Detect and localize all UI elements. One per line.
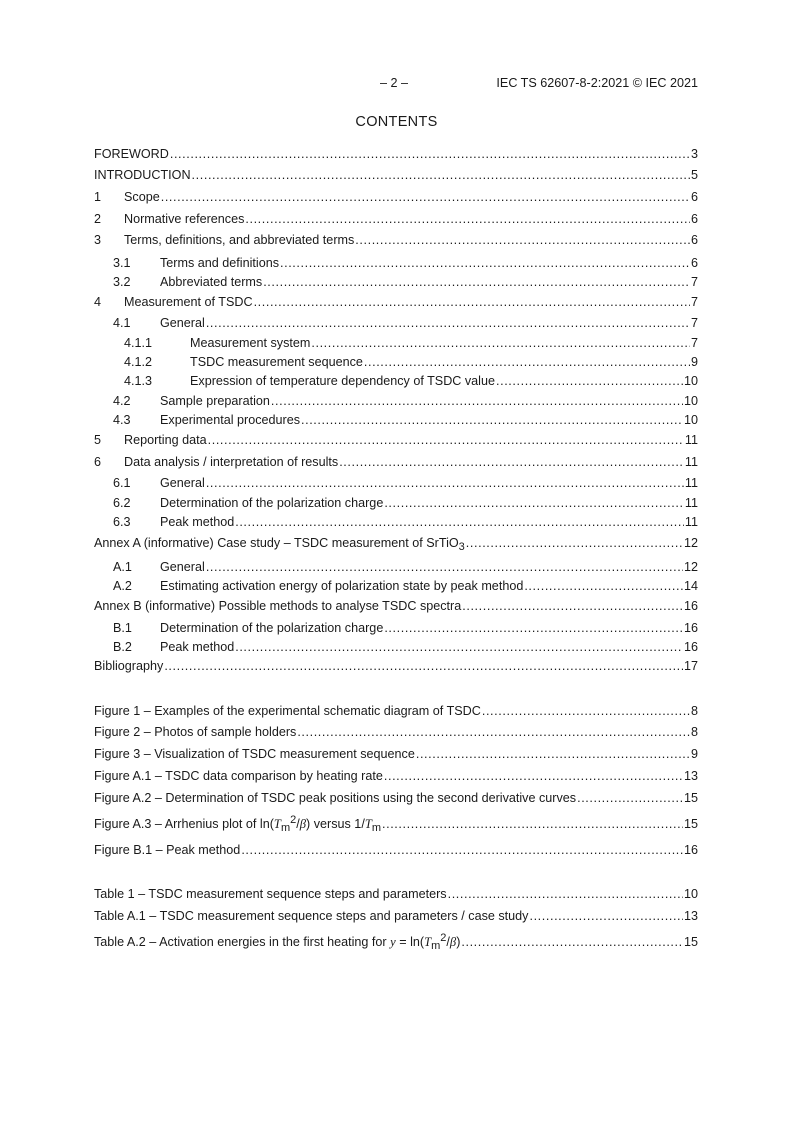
toc-entry-6-2[interactable] (94, 495, 698, 511)
toc-entry-number: 4.1.2 (124, 355, 153, 369)
figure-entry-text: Figure A.2 – Determination of TSDC peak positions using the second derivative curves (94, 791, 577, 805)
toc-entry-number: 2 (94, 212, 102, 226)
toc-entry-page: 6 (690, 212, 698, 226)
toc-entry-number: 6.3 (113, 515, 131, 529)
toc-entry-4[interactable] (94, 294, 698, 310)
toc-entry-text: Sample preparation (160, 394, 270, 408)
toc-entry-number: 3.1 (113, 256, 131, 270)
figure-entry-b-1[interactable] (94, 842, 698, 858)
toc-entry-4-1[interactable] (94, 315, 698, 331)
toc-entry-text: General (160, 476, 205, 490)
toc-entry-text: Estimating activation energy of polarization state by peak method (160, 579, 524, 593)
figure-entry-page: 8 (690, 725, 698, 739)
toc-entry-text: INTRODUCTION (94, 168, 191, 182)
toc-entry-3[interactable] (94, 232, 698, 248)
table-entry-a-1[interactable] (94, 908, 698, 924)
toc-entry-page: 6 (690, 256, 698, 270)
toc-entry-1[interactable] (94, 189, 698, 205)
figure-entry-a-3[interactable] (94, 816, 698, 832)
toc-entry-text: Expression of temperature dependency of TSDC value (190, 374, 495, 388)
toc-entry-a-2[interactable] (94, 578, 698, 594)
toc-entry-number: 4.1.3 (124, 374, 153, 388)
table-entry-1[interactable] (94, 886, 698, 902)
toc-entry-text: Bibliography (94, 659, 164, 673)
toc-entry-text: Experimental procedures (160, 413, 301, 427)
toc-entry-page: 3 (690, 147, 698, 161)
page-number: – 2 – (380, 76, 409, 90)
toc-entry-page: 6 (690, 233, 698, 247)
toc-entry-number: 6.1 (113, 476, 131, 490)
toc-entry-text: General (160, 316, 205, 330)
toc-entry-page: 9 (690, 355, 698, 369)
table-entry-text: Table 1 – TSDC measurement sequence steps and parameters (94, 887, 447, 901)
toc-entry-page: 11 (684, 476, 698, 490)
toc-entry-5[interactable] (94, 432, 698, 448)
figure-entry-page: 16 (683, 843, 698, 857)
toc-entry-text: Normative references (124, 212, 245, 226)
figure-entry-3[interactable] (94, 746, 698, 762)
toc-entry-text: Abbreviated terms (160, 275, 263, 289)
toc-entry-introduction[interactable] (94, 167, 698, 183)
toc-entry-page: 5 (690, 168, 698, 182)
toc-entry-page: 16 (683, 621, 698, 635)
figure-entry-text: Figure B.1 – Peak method (94, 843, 241, 857)
toc-entry-number: 3.2 (113, 275, 131, 289)
toc-entry-number: 5 (94, 433, 102, 447)
table-entry-page: 10 (683, 887, 698, 901)
table-entry-text: Table A.1 – TSDC measurement sequence steps and parameters / case study (94, 909, 529, 923)
toc-entry-page: 12 (683, 560, 698, 574)
toc-entry-page: 10 (683, 413, 698, 427)
toc-entry-page: 7 (690, 275, 698, 289)
figure-entry-a-1[interactable] (94, 768, 698, 784)
figure-entry-text: Figure A.3 – Arrhenius plot of $\ln(T_m^2/\beta)$ versus $1/T_m$ (94, 814, 381, 834)
toc-entry-6-1[interactable] (94, 475, 698, 491)
toc-entry-page: 10 (683, 394, 698, 408)
figure-entry-text: Figure A.1 – TSDC data comparison by heating rate (94, 769, 383, 783)
figure-entry-page: 13 (683, 769, 698, 783)
toc-entry-text: Peak method (160, 515, 235, 529)
figure-entry-text: Figure 1 – Examples of the experimental schematic diagram of TSDC (94, 704, 481, 718)
toc-entry-text: Data analysis / interpretation of results (124, 455, 339, 469)
toc-entry-6[interactable] (94, 454, 698, 470)
toc-entry-text: Terms, definitions, and abbreviated terms (124, 233, 355, 247)
toc-entry-bibliography[interactable] (94, 658, 698, 674)
subscript: 3 (458, 541, 465, 553)
figure-entry-page: 15 (683, 817, 698, 831)
toc-entry-annex-a[interactable] (94, 535, 698, 551)
toc-entry-a-1[interactable] (94, 559, 698, 575)
toc-entry-text: TSDC measurement sequence (190, 355, 363, 369)
figure-entry-2[interactable] (94, 724, 698, 740)
toc-entry-number: 4.3 (113, 413, 131, 427)
toc-entry-page: 7 (690, 316, 698, 330)
toc-entry-number: 6.2 (113, 496, 131, 510)
figure-entry-page: 9 (690, 747, 698, 761)
toc-entry-4-1-2[interactable] (94, 354, 698, 370)
toc-entry-number: A.1 (113, 560, 132, 574)
toc-entry-page: 11 (684, 515, 698, 529)
toc-entry-foreword[interactable] (94, 146, 698, 162)
toc-entry-page: 14 (683, 579, 698, 593)
toc-entry-number: B.1 (113, 621, 132, 635)
toc-entry-3-1[interactable] (94, 255, 698, 271)
toc-entry-text: Determination of the polarization charge (160, 496, 384, 510)
toc-entry-3-2[interactable] (94, 274, 698, 290)
toc-entry-number: 1 (94, 190, 102, 204)
toc-entry-number: 4.2 (113, 394, 131, 408)
toc-entry-2[interactable] (94, 211, 698, 227)
toc-entry-text: FOREWORD (94, 147, 169, 161)
toc-entry-4-1-1[interactable] (94, 335, 698, 351)
toc-entry-text: Determination of the polarization charge (160, 621, 384, 635)
figure-entry-page: 8 (690, 704, 698, 718)
figure-entry-text: Figure 2 – Photos of sample holders (94, 725, 297, 739)
toc-entry-number: B.2 (113, 640, 132, 654)
toc-entry-text: Annex B (informative) Possible methods to analyse TSDC spectra (94, 599, 462, 613)
toc-entry-4-1-3[interactable] (94, 373, 698, 389)
toc-entry-page: 6 (690, 190, 698, 204)
toc-entry-text: Peak method (160, 640, 235, 654)
toc-entry-page: 12 (683, 536, 698, 550)
table-entry-page: 15 (683, 935, 698, 949)
page-header (380, 76, 698, 92)
toc-entry-page: 17 (683, 659, 698, 673)
toc-entry-page: 11 (684, 496, 698, 510)
toc-entry-page: 16 (683, 640, 698, 654)
toc-entry-page: 11 (684, 433, 698, 447)
figure-entry-1[interactable] (94, 703, 698, 719)
toc-entry-page: 16 (683, 599, 698, 613)
toc-entry-number: 6 (94, 455, 102, 469)
toc-entry-page: 10 (683, 374, 698, 388)
toc-entry-4-3[interactable] (94, 412, 698, 428)
toc-entry-text: Measurement of TSDC (124, 295, 253, 309)
figure-entry-page: 15 (683, 791, 698, 805)
table-entry-page: 13 (683, 909, 698, 923)
toc-entry-annex-b[interactable] (94, 598, 698, 614)
toc-entry-text: Scope (124, 190, 160, 204)
toc-entry-number: 4.1.1 (124, 336, 153, 350)
table-entry-a-2[interactable] (94, 934, 698, 950)
toc-entry-text: General (160, 560, 205, 574)
toc-entry-b-2[interactable] (94, 639, 698, 655)
figure-entry-text: Figure 3 – Visualization of TSDC measurement sequence (94, 747, 415, 761)
toc-entry-text: Terms and definitions (160, 256, 280, 270)
toc-entry-number: 4 (94, 295, 102, 309)
toc-entry-4-2[interactable] (94, 393, 698, 409)
toc-entry-text: Reporting data (124, 433, 207, 447)
figure-entry-a-2[interactable] (94, 790, 698, 806)
toc-entry-page: 7 (690, 336, 698, 350)
toc-entry-number: 4.1 (113, 316, 131, 330)
toc-entry-b-1[interactable] (94, 620, 698, 636)
toc-entry-text: Annex A (informative) Case study – TSDC measurement of SrTiO$_3$ (94, 536, 465, 553)
toc-entry-6-3[interactable] (94, 514, 698, 530)
table-entry-text: Table A.2 – Activation energies in the first heating for $y = \ln(T_m^2/\beta)$ (94, 932, 461, 952)
toc-entry-text: Measurement system (190, 336, 311, 350)
toc-entry-number: 3 (94, 233, 102, 247)
document-id: IEC TS 62607-8-2:2021 © IEC 2021 (496, 76, 698, 90)
toc-entry-page: 11 (684, 455, 698, 469)
page-title: CONTENTS (355, 114, 438, 130)
toc-entry-page: 7 (690, 295, 698, 309)
toc-entry-number: A.2 (113, 579, 132, 593)
